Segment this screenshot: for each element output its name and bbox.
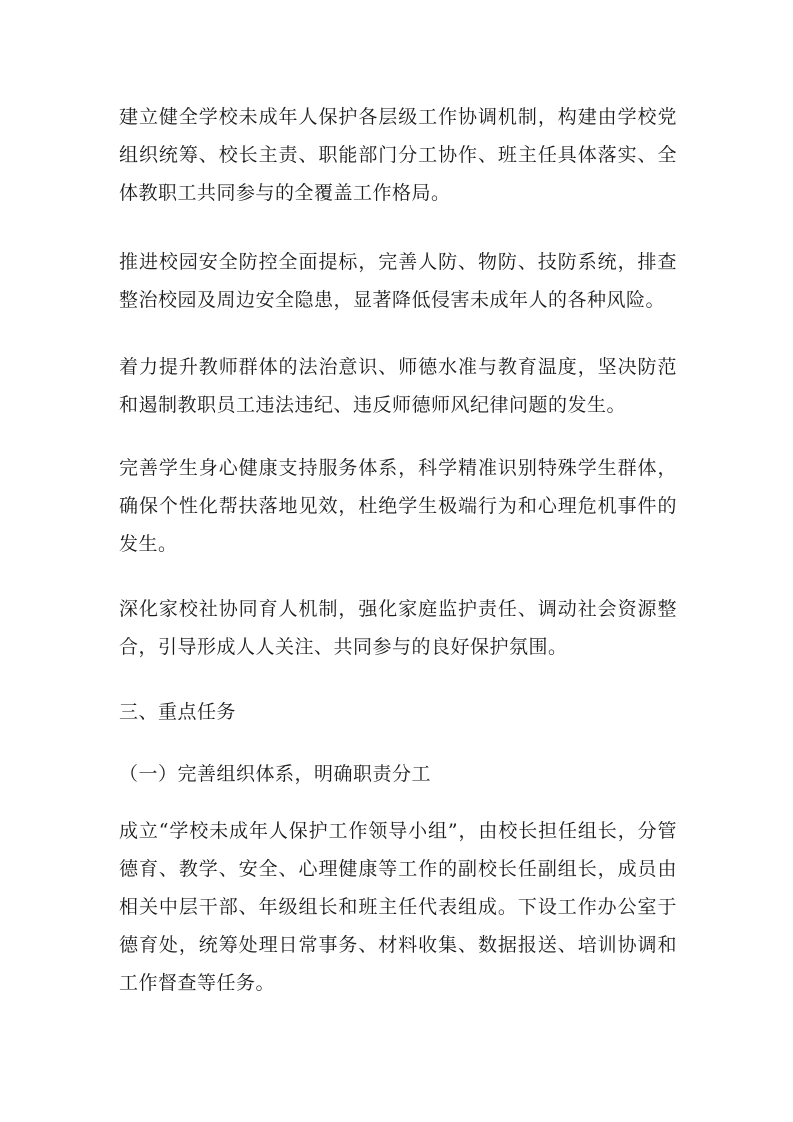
paragraph-1 <box>119 98 677 212</box>
paragraph-4 <box>119 449 677 563</box>
paragraph-line: 组织统筹、校长主责、职能部门分工协作、班主任具体落实、全 <box>119 144 677 166</box>
paragraph-3 <box>119 348 677 424</box>
paragraph-line: 完善学生身心健康支持服务体系，科学精准识别特殊学生群体， <box>119 457 677 479</box>
paragraph-line: 相关中层干部、年级组长和班主任代表组成。下设工作办公室于 <box>119 896 677 918</box>
paragraph-line: 推进校园安全防控全面提标，完善人防、物防、技防系统，排查 <box>119 251 677 273</box>
paragraph-line: 合，引导形成人人关注、共同参与的良好保护氛围。 <box>119 636 568 658</box>
paragraph-6 <box>119 812 677 1002</box>
paragraph-line: 深化家校社协同育人机制，强化家庭监护责任、调动社会资源整 <box>119 598 677 620</box>
paragraph-line: 德育、教学、安全、心理健康等工作的副校长任副组长，成员由 <box>119 858 677 880</box>
paragraph-line: 整治校园及周边安全隐患，显著降低侵害未成年人的各种风险。 <box>119 289 666 311</box>
paragraph-5 <box>119 590 677 666</box>
paragraph-line: 确保个性化帮扶落地见效，杜绝学生极端行为和心理危机事件的 <box>119 495 677 517</box>
paragraph-line: 建立健全学校未成年人保护各层级工作协调机制，构建由学校党 <box>119 106 677 128</box>
paragraph-2 <box>119 243 677 319</box>
paragraph-line: 成立“学校未成年人保护工作领导小组”，由校长担任组长，分管 <box>119 820 677 842</box>
paragraph-line: 和遏制教职员工违法违纪、违反师德师风纪律问题的发生。 <box>119 394 627 416</box>
section-heading: 三、重点任务 <box>119 701 237 723</box>
paragraph-line: 德育处，统筹处理日常事务、材料收集、数据报送、培训协调和 <box>119 934 677 956</box>
subsection-heading: （一）完善组织体系，明确职责分工 <box>119 763 432 785</box>
paragraph-line: 发生。 <box>119 533 178 555</box>
paragraph-line: 着力提升教师群体的法治意识、师德水准与教育温度，坚决防范 <box>119 356 677 378</box>
paragraph-line: 工作督查等任务。 <box>119 972 276 994</box>
paragraph-line: 体教职工共同参与的全覆盖工作格局。 <box>119 182 451 204</box>
